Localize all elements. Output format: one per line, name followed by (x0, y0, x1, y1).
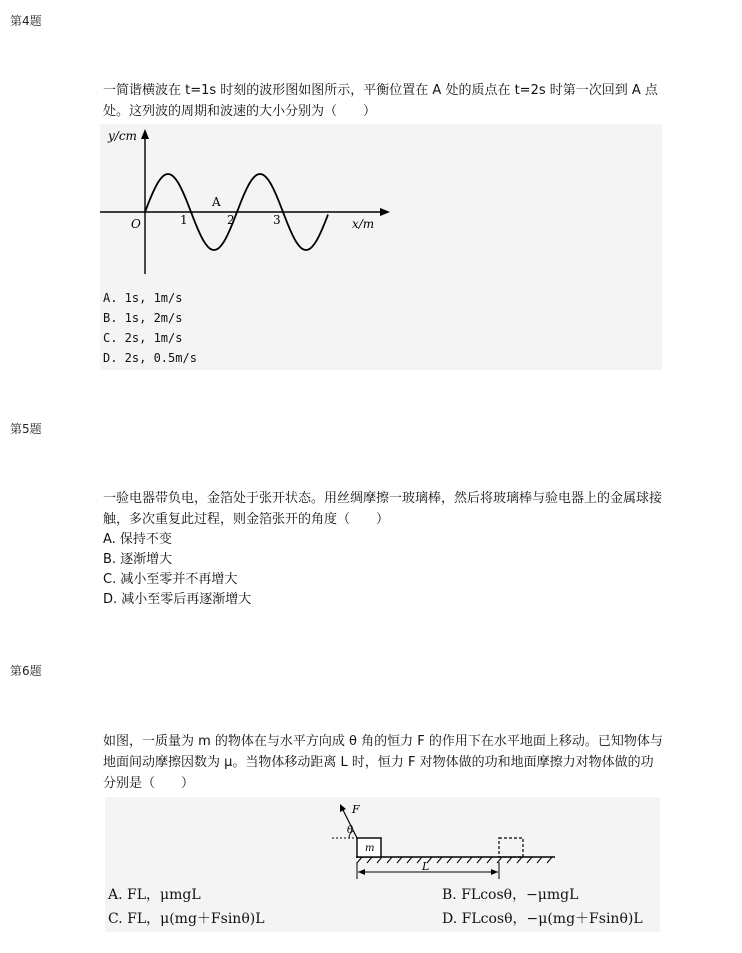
q4-option-a[interactable]: A. 1s, 1m/s (103, 291, 183, 305)
question-6-stem: 如图，一质量为 m 的物体在与水平方向成 θ 角的恒力 F 的作用下在水平地面上移动。已知物体与地面间动摩擦因数为 μ。当物体移动距离 L 时，恒力 F 对物体做的功和地面摩擦力对物体做的功分别是（ ） (103, 734, 663, 791)
question-6-label: 第6题 (10, 664, 42, 678)
q5-option-b[interactable]: B. 逐渐增大 (103, 552, 173, 567)
q6-option-b[interactable]: B. FLcosθ，−μmgL (442, 887, 579, 903)
q5-option-a[interactable]: A. 保持不变 (103, 532, 172, 547)
question-5-options (103, 530, 251, 610)
q5-option-c[interactable]: C. 减小至零并不再增大 (103, 572, 238, 587)
question-4-stem: 一简谐横波在 t=1s 时刻的波形图如图所示，平衡位置在 A 处的质点在 t=2s 时第一次回到 A 点处。这列波的周期和波速的大小分别为（ ） (103, 83, 658, 119)
origin-label: O (131, 217, 141, 231)
x-tick-label-2: 2 (227, 213, 235, 227)
q6-option-a[interactable]: A. FL，μmgL (108, 887, 201, 903)
y-axis-label: y/cm (108, 129, 137, 143)
point-a-label: A (212, 195, 221, 209)
ground-hatching (357, 857, 552, 863)
wave-graph (100, 124, 400, 284)
question-4-label: 第4题 (10, 14, 42, 28)
angle-label: θ (347, 825, 354, 836)
question-5-label: 第5题 (10, 422, 42, 436)
q5-option-d[interactable]: D. 减小至零后再逐渐增大 (103, 592, 252, 607)
x-axis-label: x/m (352, 217, 375, 231)
x-tick-label-3: 3 (273, 213, 281, 227)
q6-option-d[interactable]: D. FLcosθ，−μ(mg＋Fsinθ)L (442, 911, 643, 927)
distance-left-arrow-icon (358, 869, 365, 875)
question-5-stem: 一验电器带负电，金箔处于张开状态。用丝绸摩擦一玻璃棒，然后将玻璃棒与验电器上的金属球接触，多次重复此过程，则金箔张开的角度（ ） (103, 491, 663, 527)
force-label: F (352, 803, 360, 816)
force-diagram (330, 800, 560, 880)
block-final-position (499, 838, 523, 857)
x-axis-arrow-icon (380, 208, 390, 216)
q4-option-c[interactable]: C. 2s, 1m/s (103, 331, 183, 345)
distance-label: L (422, 860, 430, 873)
q4-option-b[interactable]: B. 1s, 2m/s (103, 311, 183, 325)
q6-option-c[interactable]: C. FL，μ(mg＋Fsinθ)L (108, 911, 265, 927)
distance-right-arrow-icon (491, 869, 498, 875)
y-axis-arrow-icon (141, 129, 149, 139)
question-4-options (103, 288, 197, 368)
x-tick-label-1: 1 (180, 213, 188, 227)
q4-option-d[interactable]: D. 2s, 0.5m/s (103, 351, 197, 365)
block-m-label: m (365, 843, 375, 854)
